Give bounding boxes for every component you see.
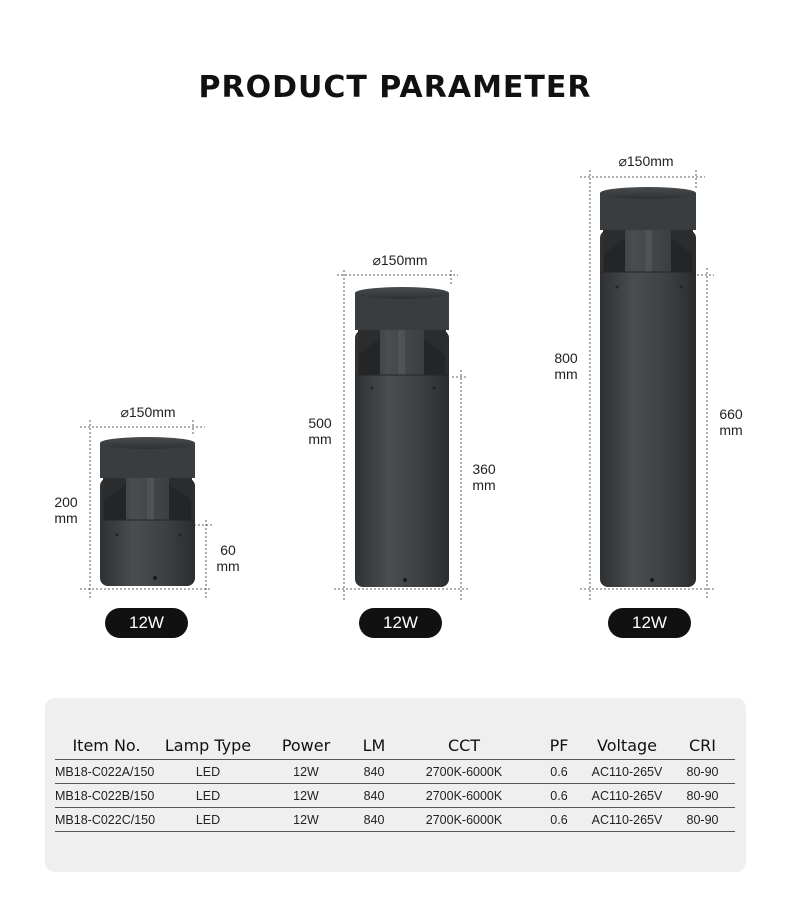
page-title: PRODUCT PARAMETER: [198, 70, 592, 105]
cri-cell: 80-90: [670, 808, 735, 832]
column-header: Lamp Type: [164, 736, 252, 755]
table-row: [55, 808, 735, 832]
lm-cell: 840: [354, 808, 394, 832]
column-header: Voltage: [596, 736, 657, 755]
lamp-small: [80, 420, 212, 598]
voltage-cell: AC110-265V: [584, 760, 670, 784]
spec-panel: [45, 698, 746, 872]
cct-cell: 2700K-6000K: [394, 760, 534, 784]
table-header-row: [55, 736, 735, 760]
table-row: [55, 760, 735, 784]
spec-table: [55, 736, 735, 832]
power-cell: 12W: [258, 784, 354, 808]
power-badge: 12W: [105, 608, 188, 638]
body-height-label: 60 mm: [216, 542, 240, 574]
item-no-cell: MB18-C022A/150: [55, 760, 158, 784]
diameter-label: ⌀150mm: [618, 153, 674, 169]
power-cell: 12W: [258, 760, 354, 784]
cct-cell: 2700K-6000K: [394, 808, 534, 832]
column-header: Item No.: [72, 736, 141, 755]
lamp-type-cell: LED: [158, 808, 258, 832]
column-header: PF: [549, 736, 569, 755]
item-no-cell: MB18-C022B/150: [55, 784, 158, 808]
power-badge: 12W: [608, 608, 691, 638]
height-label: 200 mm: [54, 494, 78, 526]
cri-cell: 80-90: [670, 760, 735, 784]
lm-cell: 840: [354, 760, 394, 784]
voltage-cell: AC110-265V: [584, 784, 670, 808]
pf-cell: 0.6: [534, 808, 584, 832]
power-badge: 12W: [359, 608, 442, 638]
lamp-type-cell: LED: [158, 760, 258, 784]
item-no-cell: MB18-C022C/150: [55, 808, 158, 832]
column-header: CCT: [447, 736, 481, 755]
lamp-medium: [334, 270, 468, 600]
height-label: 500 mm: [308, 415, 332, 447]
diameter-label: ⌀150mm: [120, 404, 176, 420]
diameter-label: ⌀150mm: [372, 252, 428, 268]
lm-cell: 840: [354, 784, 394, 808]
voltage-cell: AC110-265V: [584, 808, 670, 832]
height-label: 800 mm: [554, 350, 578, 382]
cri-cell: 80-90: [670, 784, 735, 808]
table-row: [55, 784, 735, 808]
column-header: Power: [281, 736, 331, 755]
lamp-type-cell: LED: [158, 784, 258, 808]
cct-cell: 2700K-6000K: [394, 784, 534, 808]
body-height-label: 660 mm: [719, 406, 743, 438]
column-header: CRI: [688, 736, 716, 755]
lamp-large: [580, 170, 714, 602]
power-cell: 12W: [258, 808, 354, 832]
body-height-label: 360 mm: [472, 461, 496, 493]
column-header: LM: [362, 736, 386, 755]
pf-cell: 0.6: [534, 784, 584, 808]
pf-cell: 0.6: [534, 760, 584, 784]
